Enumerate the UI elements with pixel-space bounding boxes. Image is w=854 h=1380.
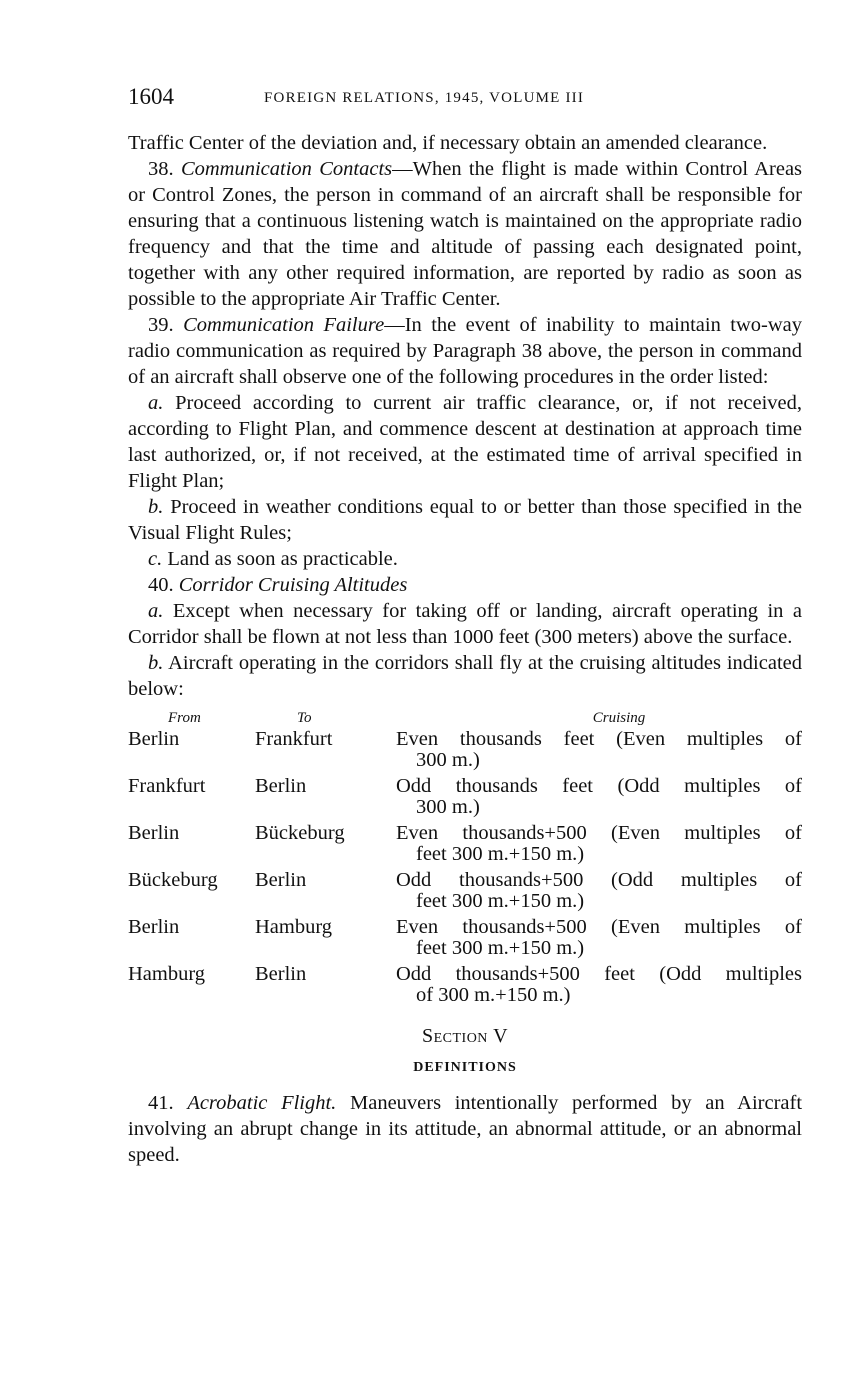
paragraph-41-title: Acrobatic Flight.	[187, 1092, 337, 1114]
paragraph-39b	[128, 494, 802, 546]
paragraph-39b-letter: b.	[148, 496, 164, 518]
paragraph-40-title: Corridor Cruising Altitudes	[178, 574, 408, 596]
paragraph-38-number: 38.	[148, 158, 174, 180]
cell-cruising	[396, 964, 802, 1011]
paragraph-41-text: Maneuvers intentionally performed by an Aircraft involving an abrupt change in its attitude, an abnormal attitude, or an abnormal speed.	[128, 1092, 803, 1166]
paragraph-39-title: Communication Failure	[183, 314, 385, 336]
paragraph-40	[128, 572, 802, 598]
cell-cruising	[396, 870, 802, 917]
paragraph-39c	[128, 546, 802, 572]
paragraph-40a-text: Except when necessary for taking off or landing, aircraft operating in a Corridor shall be flown at not less than 1000 feet (300 meters) above the surface.	[128, 600, 802, 648]
paragraph-40a	[128, 598, 802, 650]
paragraph-40b	[128, 650, 802, 702]
cruising-line-1: Odd thousands feet (Odd multiples of	[396, 775, 802, 797]
paragraph-39a-text: Proceed according to current air traffic clearance, or, if not received, according to Flight Plan, and commence descent at destination at approach time last authorized, or, if not received, at the estimated time of arrival specified in Flight Plan;	[128, 392, 802, 492]
paragraph-39c-text: Land as soon as practicable.	[162, 548, 398, 570]
cruising-line-1: Even thousands feet (Even multiples of	[396, 728, 802, 750]
paragraph-38-text: —When the flight is made within Control Areas or Control Zones, the person in command of an aircraft shall be responsible for ensuring that a continuous listening watch is maintained on the appropriate radio frequency and that the time and altitude of passing each designated point, together with any other required information, are reported by radio as soon as possible to the appropriate Air Traffic Center.	[128, 158, 803, 310]
cruising-line-2: 300 m.)	[416, 796, 480, 818]
cell-cruising	[396, 823, 802, 870]
running-head: FOREIGN RELATIONS, 1945, VOLUME III	[264, 90, 585, 106]
column-header-to: To	[297, 710, 312, 726]
cell-to: Berlin	[255, 869, 307, 891]
cruising-line-1: Even thousands+500 (Even multiples of	[396, 916, 802, 938]
cell-to: Berlin	[255, 775, 307, 797]
page-number: 1604	[128, 84, 174, 109]
paragraph-40b-text: Aircraft operating in the corridors shall fly at the cruising altitudes indicated below:	[128, 652, 802, 700]
section-numeral: V	[493, 1025, 509, 1047]
paragraph-39c-letter: c.	[148, 548, 163, 570]
paragraph-40a-letter: a.	[148, 600, 164, 622]
cell-from: Frankfurt	[128, 775, 206, 797]
cruising-line-2: feet 300 m.+150 m.)	[416, 843, 585, 865]
cell-to: Berlin	[255, 963, 307, 985]
paragraph-40-number: 40.	[148, 574, 174, 596]
paragraph-38	[128, 156, 802, 312]
paragraph-40b-letter: b.	[148, 652, 164, 674]
cell-cruising	[396, 776, 802, 823]
section-label: Section	[421, 1025, 488, 1047]
cell-from: Hamburg	[128, 963, 206, 985]
section-subheading: DEFINITIONS	[413, 1060, 517, 1075]
continuation-paragraph: Traffic Center of the deviation and, if necessary obtain an amended clearance.	[128, 132, 768, 154]
cruising-line-1: Even thousands+500 (Even multiples of	[396, 822, 802, 844]
paragraph-39a-letter: a.	[148, 392, 164, 414]
paragraph-41-block	[128, 1090, 802, 1168]
cell-from: Bückeburg	[128, 869, 218, 891]
cruising-line-1: Odd thousands+500 feet (Odd multiples	[396, 963, 802, 985]
cell-cruising	[396, 917, 802, 964]
paragraph-39-text: —In the event of inability to maintain two-way radio communication as required by Paragraph 38 above, the person in command of an aircraft shall observe one of the following procedures in the order listed:	[128, 314, 803, 388]
cruising-line-2: feet 300 m.+150 m.)	[416, 890, 585, 912]
cell-to: Bückeburg	[255, 822, 345, 844]
cruising-line-1: Odd thousands+500 (Odd multiples of	[396, 869, 802, 891]
paragraph-39	[128, 312, 802, 390]
paragraph-39a	[128, 390, 802, 494]
cell-from: Berlin	[128, 916, 180, 938]
cell-from: Berlin	[128, 822, 180, 844]
paragraph-41-number: 41.	[148, 1092, 174, 1114]
cruising-line-2: 300 m.)	[416, 749, 480, 771]
cruising-line-2: of 300 m.+150 m.)	[416, 984, 571, 1006]
body-text	[128, 130, 802, 702]
document-page	[128, 84, 802, 1168]
table-row	[128, 729, 802, 776]
table-header-row	[128, 710, 802, 729]
cell-cruising	[396, 729, 802, 776]
cell-to: Hamburg	[255, 916, 333, 938]
paragraph-41	[128, 1090, 802, 1168]
table-row	[128, 870, 802, 917]
cell-to: Frankfurt	[255, 728, 333, 750]
page-header	[128, 84, 802, 114]
column-header-from: From	[168, 710, 201, 726]
cell-from: Berlin	[128, 728, 180, 750]
cruising-line-2: feet 300 m.+150 m.)	[416, 937, 585, 959]
table-row	[128, 776, 802, 823]
column-header-cruising: Cruising	[592, 710, 646, 726]
section-heading	[128, 1025, 802, 1048]
paragraph-39-number: 39.	[148, 314, 174, 336]
paragraph-38-title: Communication Contacts	[180, 158, 393, 180]
table-row	[128, 964, 802, 1011]
cruising-altitudes-table	[128, 710, 802, 1011]
table-row	[128, 823, 802, 870]
table-row	[128, 917, 802, 964]
paragraph-39b-text: Proceed in weather conditions equal to or better than those specified in the Visual Flight Rules;	[128, 496, 802, 544]
